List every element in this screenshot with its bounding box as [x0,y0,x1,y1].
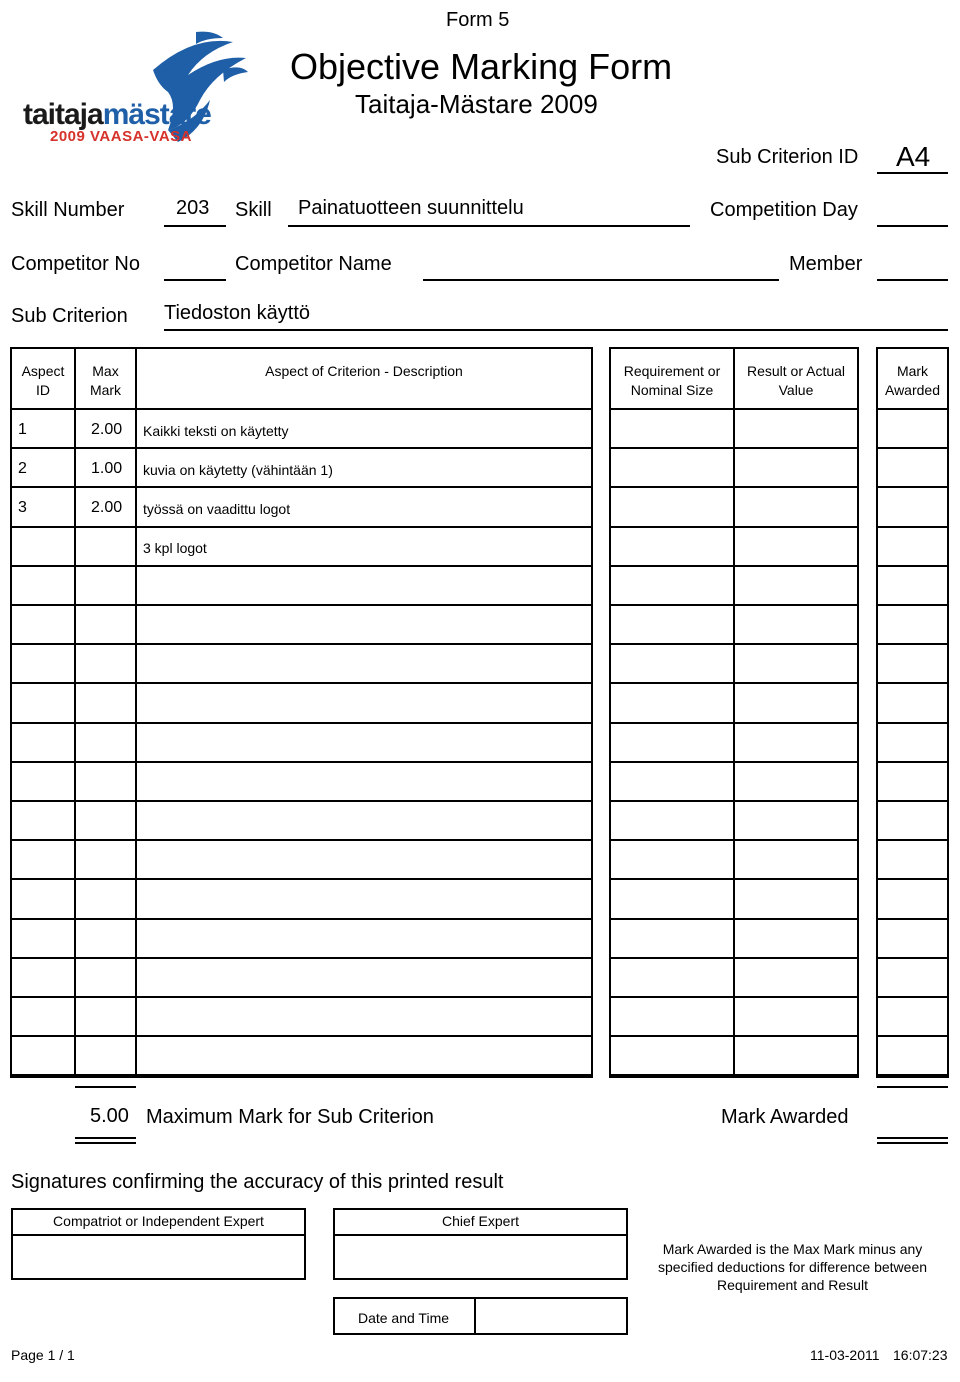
header-mark-awarded: Mark Awarded [884,363,940,398]
row-2-max-mark: 1.00 [91,460,123,477]
mark-awarded-total-field[interactable] [877,1137,948,1144]
skill-label: Skill [235,199,272,221]
row-4-description: 3 kpl logot [143,540,207,556]
skill-number-value: 203 [176,197,210,219]
logo-subtitle: 2009 VAASA-VASA [50,128,192,145]
signatures-heading: Signatures confirming the accuracy of this printed result [11,1171,504,1193]
max-total-value: 5.00 [90,1105,129,1127]
mark-awarded-overline [877,1086,948,1088]
header-max-mark: Max Mark [89,363,122,398]
max-total-label: Maximum Mark for Sub Criterion [146,1106,434,1128]
page-subtitle: Taitaja-Mästare 2009 [355,89,598,119]
logo-wordmark: taitajamästare [23,98,211,131]
print-date: 11-03-2011 [810,1347,880,1363]
competitor-name-label: Competitor Name [235,253,392,275]
member-label: Member [789,253,863,275]
row-1-max-mark: 2.00 [91,421,123,438]
row-1-aspect-id: 1 [18,421,27,438]
print-time: 16:07:23 [893,1347,948,1363]
sub-criterion-id-label: Sub Criterion ID [716,146,859,168]
chief-divider [333,1234,628,1236]
header-description: Aspect of Criterion - Description [265,363,463,379]
header-requirement: Requirement or Nominal Size [623,363,721,398]
date-time-divider [474,1297,476,1335]
chief-expert-label: Chief Expert [441,1213,520,1229]
max-total-overline [75,1086,136,1088]
row-3-max-mark: 2.00 [91,499,123,516]
header-result: Result or Actual Value [746,363,846,398]
sub-criterion-id-value: A4 [896,141,931,172]
row-2-description: kuvia on käytetty (vähintään 1) [143,462,333,478]
skill-number-label: Skill Number [11,199,125,221]
page-title: Objective Marking Form [290,46,673,87]
competition-day-label: Competition Day [710,199,858,221]
compatriot-label: Compatriot or Independent Expert [53,1213,264,1229]
competitor-no-label: Competitor No [11,253,140,275]
mark-awarded-total-label: Mark Awarded [721,1106,849,1128]
mark-awarded-note: Mark Awarded is the Max Mark minus any specified deductions for difference between Requirement and Result [657,1241,928,1293]
row-3-description: työssä on vaadittu logot [143,501,291,517]
header-aspect-id: Aspect ID [21,363,65,398]
sub-criterion-label: Sub Criterion [11,305,128,327]
row-1-description: Kaikki teksti on käytetty [143,423,289,439]
date-time-label: Date and Time [357,1310,450,1326]
sub-criterion-value: Tiedoston käyttö [164,302,311,324]
compatriot-divider [11,1234,306,1236]
page-number: Page 1 / 1 [11,1347,75,1363]
max-total-double-underline [75,1137,136,1144]
row-3-aspect-id: 3 [18,499,27,516]
row-2-aspect-id: 2 [18,460,27,477]
form-label: Form 5 [446,9,510,31]
skill-value: Painatuotteen suunnittelu [298,197,524,219]
